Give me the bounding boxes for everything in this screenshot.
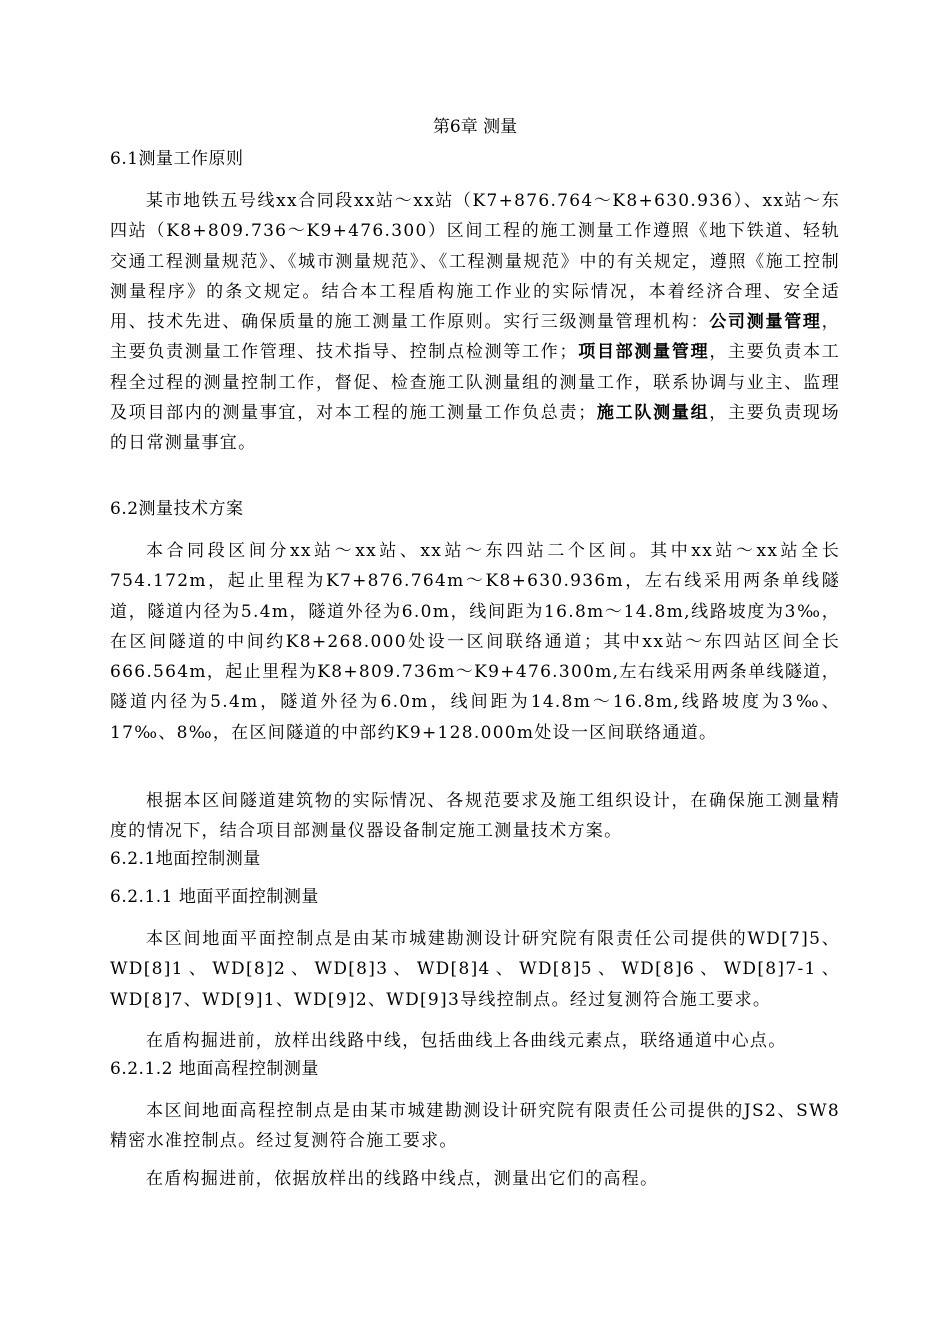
text-run: ，主要负责本工程全过程的测量控制工作，督促、检查施工队测量组的测量工作，联系协调与业主、监理及项目部内的测量事宜，对本工程的施工测量工作负总责； xyxy=(110,342,840,424)
bold-company-management: 公司测量管理 xyxy=(709,312,822,333)
paragraph-measurement-principles xyxy=(110,186,840,459)
bold-project-management: 项目部测量管理 xyxy=(577,342,710,363)
section-heading-6-2-1: 6.2.1地面控制测量 xyxy=(110,849,261,869)
text-run: ，主要负责现场的日常测量事宜。 xyxy=(110,403,840,454)
chapter-title: 第6章 测量 xyxy=(432,117,518,137)
paragraph-technical-plan: 本合同段区间分xx站～xx站、xx站～东四站二个区间。其中xx站～xx站全长754.172m，起止里程为K7+876.764m～K8+630.936m，左右线采用两条单线隧道，隧道内径为5.4m，隧道外径为6.0m，线间距为16.8m～14.8m,线路坡度为3‰，在区间隧道的中间约K8+268.000处设一区间联络通道；其中xx站～东四站区间全长666.564m，起止里程为K8+809.736m～K9+476.300m,左右线采用两条单线隧道，隧道内径为5.4m，隧道外径为6.0m，线间距为14.8m～16.8m,线路坡度为3‰、17‰、8‰，在区间隧道的中部约K9+128.000m处设一区间联络通道。 xyxy=(110,541,840,743)
section-heading-6-1: 6.1测量工作原则 xyxy=(110,149,244,169)
paragraph-plane-control-staking: 在盾构掘进前，放样出线路中线，包括曲线上各曲线元素点，联络通道中心点。 xyxy=(146,1031,787,1051)
paragraph-plan-basis: 根据本区间隧道建筑物的实际情况、各规范要求及施工组织设计，在确保施工测量精度的情况下，结合项目部测量仪器设备制定施工测量技术方案。 xyxy=(110,791,840,842)
text-run: ，主要负责测量工作管理、技术指导、控制点检测等工作； xyxy=(110,312,840,363)
paragraph-elevation-control-points: 本区间地面高程控制点是由某市城建勘测设计研究院有限责任公司提供的JS2、SW8精密水准控制点。经过复测符合施工要求。 xyxy=(110,1101,840,1152)
paragraph-elevation-control-measure: 在盾构掘进前，依据放样出的线路中线点，测量出它们的高程。 xyxy=(146,1169,659,1189)
paragraph-plane-control-points: 本区间地面平面控制点是由某市城建勘测设计研究院有限责任公司提供的WD[7]5、WD[8]1、WD[8]2、WD[8]3、WD[8]4、WD[8]5、WD[8]6、WD[8]7-1、WD[8]7、WD[9]1、WD[9]2、WD[9]3导线控制点。经过复测符合施工要求。 xyxy=(110,929,840,1010)
section-heading-6-2-1-2: 6.2.1.2 地面高程控制测量 xyxy=(110,1059,319,1079)
bold-team-group: 施工队测量组 xyxy=(596,403,710,424)
section-heading-6-2-1-1: 6.2.1.1 地面平面控制测量 xyxy=(110,887,319,907)
text-run: 某市地铁五号线xx合同段xx站～xx站（K7+876.764～K8+630.936）、xx站～东四站（K8+809.736～K9+476.300）区间工程的施工测量工作遵照《地下铁道、轻轨交通工程测量规范》、《城市测量规范》、《工程测量规范》中的有关规定，遵照《施工控制测量程序》的条文规定。结合本工程盾构施工作业的实际情况，本着经济合理、安全适用、技术先进、确保质量的施工测量工作原则。实行三级测量管理机构： xyxy=(110,191,840,333)
section-heading-6-2: 6.2测量技术方案 xyxy=(110,499,244,519)
